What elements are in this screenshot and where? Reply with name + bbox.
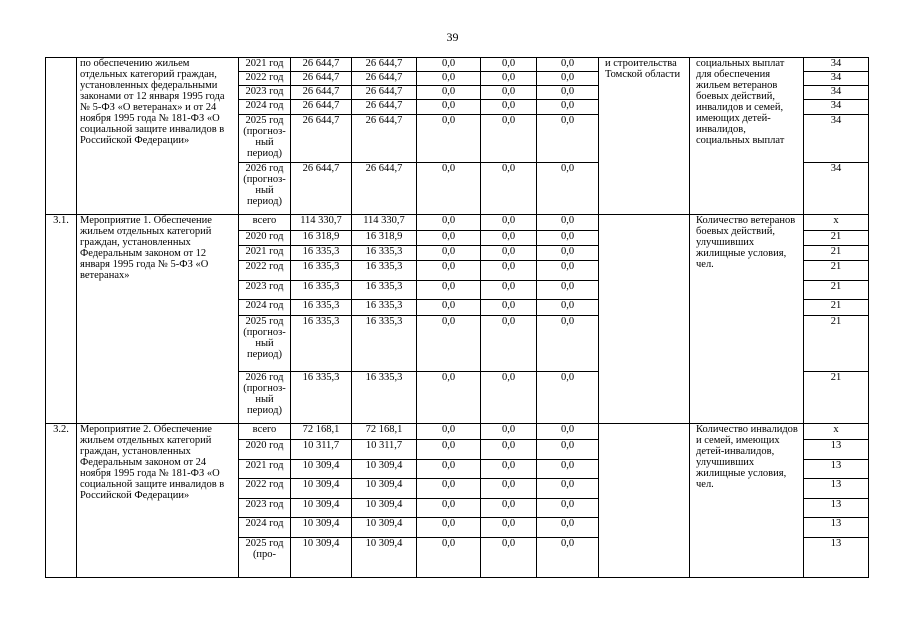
regional-amount-cell: 0,0: [417, 72, 481, 86]
executor-cell: и строительства Томской области: [599, 58, 690, 215]
target-value-cell: 34: [804, 58, 869, 72]
total-amount-cell: 72 168,1: [291, 424, 352, 440]
year-cell: 2025 год (прогноз-ный период): [239, 316, 291, 372]
year-cell: всего: [239, 424, 291, 440]
federal-amount-cell: 72 168,1: [352, 424, 417, 440]
target-value-cell: 13: [804, 460, 869, 479]
target-value-cell: х: [804, 215, 869, 231]
target-value-cell: 34: [804, 100, 869, 115]
regional-amount-cell: 0,0: [417, 58, 481, 72]
federal-amount-cell: 26 644,7: [352, 86, 417, 100]
year-cell: 2024 год: [239, 100, 291, 115]
local-amount-cell: 0,0: [481, 300, 537, 316]
extrabudget-amount-cell: 0,0: [537, 215, 599, 231]
program-table: [45, 57, 869, 578]
regional-amount-cell: 0,0: [417, 231, 481, 246]
local-amount-cell: 0,0: [481, 72, 537, 86]
total-amount-cell: 16 335,3: [291, 261, 352, 281]
indicator-cell: социальных выплат для обеспечения жильем ветеранов боевых действий, инвалидов и семей, имеющих детей-инвалидов, социальных выплат: [690, 58, 804, 215]
total-amount-cell: 26 644,7: [291, 86, 352, 100]
year-cell: всего: [239, 215, 291, 231]
total-amount-cell: 26 644,7: [291, 115, 352, 163]
extrabudget-amount-cell: 0,0: [537, 300, 599, 316]
table-row: [46, 424, 869, 440]
extrabudget-amount-cell: 0,0: [537, 440, 599, 460]
executor-cell: [599, 215, 690, 424]
local-amount-cell: 0,0: [481, 86, 537, 100]
local-amount-cell: 0,0: [481, 261, 537, 281]
regional-amount-cell: 0,0: [417, 261, 481, 281]
item-name-cell: Мероприятие 1. Обеспечение жильем отдельных категорий граждан, установленных Федеральным законом от 12 января 1995 года № 5-ФЗ «О ветеранах»: [77, 215, 239, 424]
federal-amount-cell: 16 335,3: [352, 372, 417, 424]
extrabudget-amount-cell: 0,0: [537, 72, 599, 86]
local-amount-cell: 0,0: [481, 424, 537, 440]
table-row: [46, 58, 869, 72]
regional-amount-cell: 0,0: [417, 479, 481, 499]
federal-amount-cell: 16 318,9: [352, 231, 417, 246]
year-cell: 2026 год (прогноз-ный период): [239, 163, 291, 215]
federal-amount-cell: 16 335,3: [352, 246, 417, 261]
year-cell: 2024 год: [239, 518, 291, 538]
federal-amount-cell: 16 335,3: [352, 261, 417, 281]
target-value-cell: 13: [804, 518, 869, 538]
local-amount-cell: 0,0: [481, 518, 537, 538]
local-amount-cell: 0,0: [481, 440, 537, 460]
extrabudget-amount-cell: 0,0: [537, 479, 599, 499]
extrabudget-amount-cell: 0,0: [537, 316, 599, 372]
item-number-cell: 3.2.: [46, 424, 77, 578]
year-cell: 2022 год: [239, 261, 291, 281]
extrabudget-amount-cell: 0,0: [537, 538, 599, 578]
item-number-cell: 3.1.: [46, 215, 77, 424]
local-amount-cell: 0,0: [481, 460, 537, 479]
extrabudget-amount-cell: 0,0: [537, 115, 599, 163]
year-cell: 2024 год: [239, 300, 291, 316]
local-amount-cell: 0,0: [481, 215, 537, 231]
target-value-cell: х: [804, 424, 869, 440]
regional-amount-cell: 0,0: [417, 115, 481, 163]
year-cell: 2025 год (прогноз-ный период): [239, 115, 291, 163]
extrabudget-amount-cell: 0,0: [537, 86, 599, 100]
extrabudget-amount-cell: 0,0: [537, 100, 599, 115]
total-amount-cell: 16 318,9: [291, 231, 352, 246]
indicator-cell: Количество ветеранов боевых действий, улучшивших жилищные условия, чел.: [690, 215, 804, 424]
federal-amount-cell: 26 644,7: [352, 115, 417, 163]
extrabudget-amount-cell: 0,0: [537, 163, 599, 215]
page-number: 39: [446, 30, 459, 44]
target-value-cell: 21: [804, 281, 869, 300]
extrabudget-amount-cell: 0,0: [537, 231, 599, 246]
local-amount-cell: 0,0: [481, 499, 537, 518]
year-cell: 2022 год: [239, 479, 291, 499]
year-cell: 2022 год: [239, 72, 291, 86]
local-amount-cell: 0,0: [481, 538, 537, 578]
indicator-cell: Количество инвалидов и семей, имеющих детей-инвалидов, улучшивших жилищные условия, чел.: [690, 424, 804, 578]
federal-amount-cell: 26 644,7: [352, 72, 417, 86]
year-cell: 2021 год: [239, 460, 291, 479]
year-cell: 2021 год: [239, 58, 291, 72]
regional-amount-cell: 0,0: [417, 518, 481, 538]
federal-amount-cell: 16 335,3: [352, 300, 417, 316]
regional-amount-cell: 0,0: [417, 215, 481, 231]
extrabudget-amount-cell: 0,0: [537, 281, 599, 300]
item-name-cell: по обеспечению жильем отдельных категорий граждан, установленных федеральными законами от 12 января 1995 года № 5-ФЗ «О ветеранах» и от 24 ноября 1995 года № 181-ФЗ «О социальной защите инвалидов в Российской Федерации»: [77, 58, 239, 215]
target-value-cell: 21: [804, 316, 869, 372]
regional-amount-cell: 0,0: [417, 300, 481, 316]
extrabudget-amount-cell: 0,0: [537, 499, 599, 518]
total-amount-cell: 16 335,3: [291, 300, 352, 316]
item-name-cell: Мероприятие 2. Обеспечение жильем отдельных категорий граждан, установленных Федеральным законом от 24 ноября 1995 года № 181-ФЗ «О социальной защите инвалидов в Российской Федерации»: [77, 424, 239, 578]
target-value-cell: 34: [804, 72, 869, 86]
federal-amount-cell: 26 644,7: [352, 58, 417, 72]
target-value-cell: 21: [804, 246, 869, 261]
federal-amount-cell: 26 644,7: [352, 100, 417, 115]
federal-amount-cell: 10 309,4: [352, 460, 417, 479]
regional-amount-cell: 0,0: [417, 100, 481, 115]
federal-amount-cell: 10 309,4: [352, 538, 417, 578]
federal-amount-cell: 16 335,3: [352, 281, 417, 300]
target-value-cell: 34: [804, 163, 869, 215]
target-value-cell: 21: [804, 231, 869, 246]
federal-amount-cell: 10 311,7: [352, 440, 417, 460]
regional-amount-cell: 0,0: [417, 316, 481, 372]
regional-amount-cell: 0,0: [417, 499, 481, 518]
total-amount-cell: 114 330,7: [291, 215, 352, 231]
regional-amount-cell: 0,0: [417, 86, 481, 100]
total-amount-cell: 10 309,4: [291, 518, 352, 538]
total-amount-cell: 26 644,7: [291, 100, 352, 115]
year-cell: 2021 год: [239, 246, 291, 261]
total-amount-cell: 26 644,7: [291, 58, 352, 72]
regional-amount-cell: 0,0: [417, 163, 481, 215]
item-number-cell: [46, 58, 77, 215]
extrabudget-amount-cell: 0,0: [537, 246, 599, 261]
federal-amount-cell: 114 330,7: [352, 215, 417, 231]
total-amount-cell: 26 644,7: [291, 72, 352, 86]
year-cell: 2023 год: [239, 86, 291, 100]
total-amount-cell: 26 644,7: [291, 163, 352, 215]
local-amount-cell: 0,0: [481, 163, 537, 215]
extrabudget-amount-cell: 0,0: [537, 518, 599, 538]
year-cell: 2020 год: [239, 440, 291, 460]
extrabudget-amount-cell: 0,0: [537, 460, 599, 479]
local-amount-cell: 0,0: [481, 372, 537, 424]
table-row: [46, 215, 869, 231]
total-amount-cell: 16 335,3: [291, 372, 352, 424]
regional-amount-cell: 0,0: [417, 538, 481, 578]
extrabudget-amount-cell: 0,0: [537, 261, 599, 281]
local-amount-cell: 0,0: [481, 479, 537, 499]
total-amount-cell: 10 309,4: [291, 460, 352, 479]
regional-amount-cell: 0,0: [417, 460, 481, 479]
local-amount-cell: 0,0: [481, 231, 537, 246]
extrabudget-amount-cell: 0,0: [537, 58, 599, 72]
year-cell: 2020 год: [239, 231, 291, 246]
regional-amount-cell: 0,0: [417, 246, 481, 261]
regional-amount-cell: 0,0: [417, 372, 481, 424]
total-amount-cell: 10 309,4: [291, 479, 352, 499]
federal-amount-cell: 26 644,7: [352, 163, 417, 215]
target-value-cell: 34: [804, 86, 869, 100]
year-cell: 2023 год: [239, 281, 291, 300]
federal-amount-cell: 10 309,4: [352, 499, 417, 518]
local-amount-cell: 0,0: [481, 58, 537, 72]
local-amount-cell: 0,0: [481, 281, 537, 300]
total-amount-cell: 16 335,3: [291, 281, 352, 300]
federal-amount-cell: 10 309,4: [352, 518, 417, 538]
target-value-cell: 21: [804, 372, 869, 424]
year-cell: 2026 год (прогноз-ный период): [239, 372, 291, 424]
total-amount-cell: 16 335,3: [291, 246, 352, 261]
total-amount-cell: 10 309,4: [291, 538, 352, 578]
target-value-cell: 13: [804, 538, 869, 578]
total-amount-cell: 16 335,3: [291, 316, 352, 372]
target-value-cell: 34: [804, 115, 869, 163]
year-cell: 2025 год (про-: [239, 538, 291, 578]
total-amount-cell: 10 311,7: [291, 440, 352, 460]
total-amount-cell: 10 309,4: [291, 499, 352, 518]
local-amount-cell: 0,0: [481, 316, 537, 372]
federal-amount-cell: 16 335,3: [352, 316, 417, 372]
target-value-cell: 13: [804, 479, 869, 499]
extrabudget-amount-cell: 0,0: [537, 424, 599, 440]
target-value-cell: 13: [804, 499, 869, 518]
federal-amount-cell: 10 309,4: [352, 479, 417, 499]
local-amount-cell: 0,0: [481, 115, 537, 163]
regional-amount-cell: 0,0: [417, 424, 481, 440]
target-value-cell: 21: [804, 300, 869, 316]
extrabudget-amount-cell: 0,0: [537, 372, 599, 424]
year-cell: 2023 год: [239, 499, 291, 518]
target-value-cell: 13: [804, 440, 869, 460]
executor-cell: [599, 424, 690, 578]
target-value-cell: 21: [804, 261, 869, 281]
regional-amount-cell: 0,0: [417, 440, 481, 460]
local-amount-cell: 0,0: [481, 246, 537, 261]
local-amount-cell: 0,0: [481, 100, 537, 115]
regional-amount-cell: 0,0: [417, 281, 481, 300]
